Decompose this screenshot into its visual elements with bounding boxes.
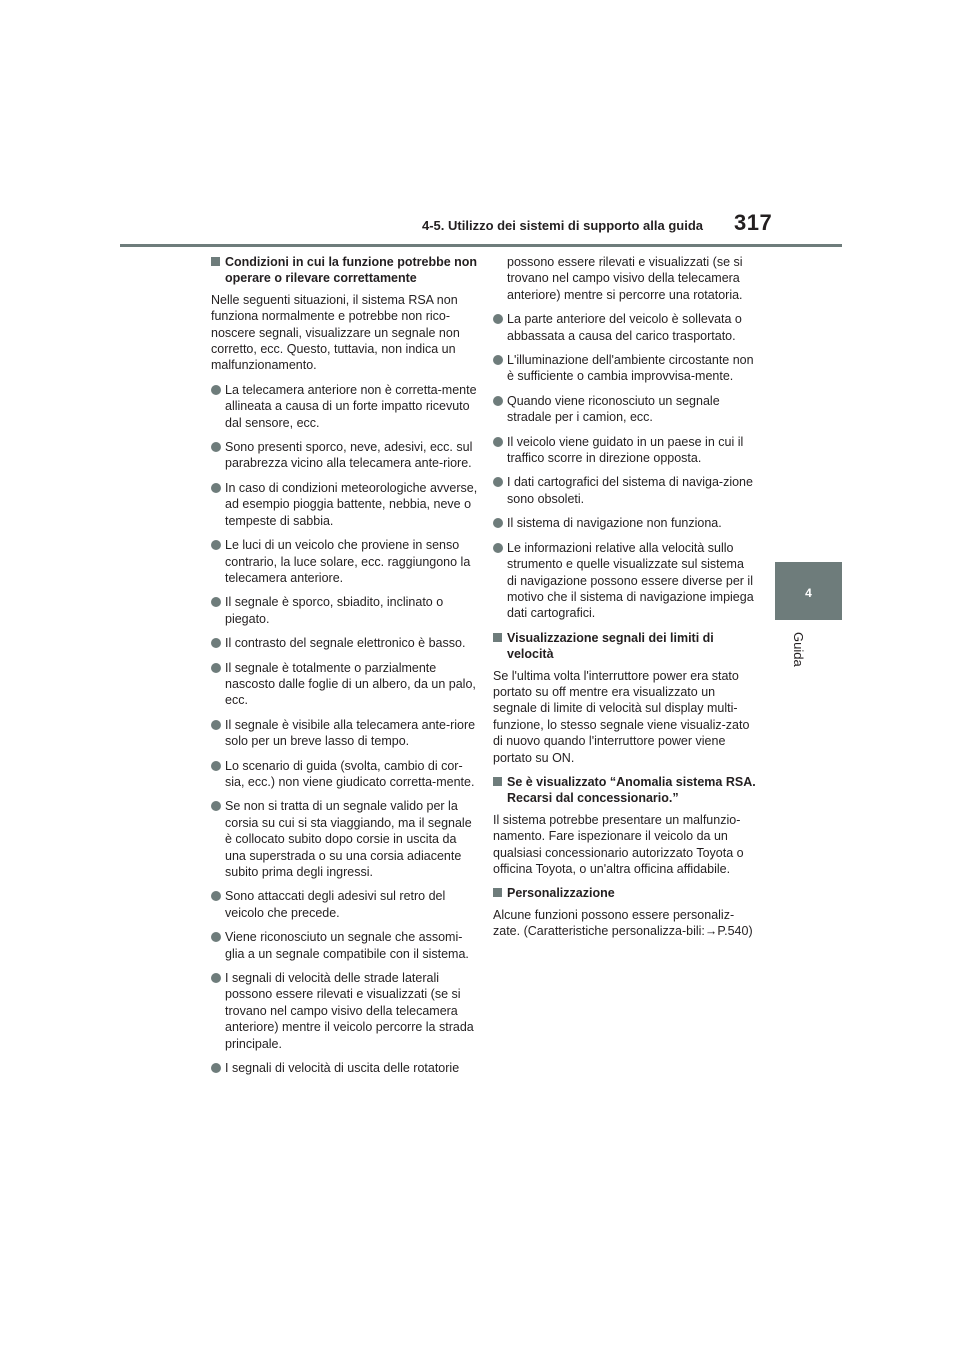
- list-item-text: Il segnale è totalmente o parzialmente nascosto dalle foglie di un albero, da un palo, ecc.: [225, 660, 476, 708]
- list-item-text: I dati cartografici del sistema di naviga-zione sono obsoleti.: [507, 475, 753, 506]
- list-item: [211, 480, 479, 529]
- section-paragraph[interactable]: Alcune funzioni possono essere personaliz-zate. (Caratteristiche personalizza-bili:→P.540): [493, 907, 753, 939]
- circle-bullet-icon: [493, 396, 503, 406]
- square-bullet-icon: [211, 257, 220, 266]
- circle-bullet-icon: [211, 638, 221, 648]
- heading-text: Visualizzazione segnali dei limiti di velocità: [507, 630, 714, 662]
- circle-bullet-icon: [211, 385, 221, 395]
- circle-bullet-icon: [211, 663, 221, 673]
- section-heading: [493, 885, 757, 901]
- list-item: [211, 970, 479, 1052]
- circle-bullet-icon: [493, 543, 503, 553]
- list-item: [211, 798, 479, 880]
- circle-bullet-icon: [211, 932, 221, 942]
- list-item: [493, 311, 757, 344]
- list-item-text: Viene riconosciuto un segnale che assomi-glia a un segnale compatibile con il sistema.: [225, 930, 469, 961]
- list-item-text: Lo scenario di guida (svolta, cambio di cor-sia, ecc.) non viene giudicato corretta-mente.: [225, 758, 475, 789]
- list-item-text: Le informazioni relative alla velocità sullo strumento e quelle visualizzate sul sistema di navigazione possono essere diverse per il motivo che il sistema di navigazione impiega dati cartografici.: [507, 540, 754, 621]
- circle-bullet-icon: [493, 518, 503, 528]
- list-item: [211, 1060, 479, 1076]
- circle-bullet-icon: [211, 1063, 221, 1073]
- section-heading: [493, 774, 757, 807]
- bullet-list: [211, 382, 479, 1077]
- circle-bullet-icon: [493, 355, 503, 365]
- page-number: 317: [734, 210, 773, 235]
- list-item: [211, 439, 479, 472]
- list-item-text: In caso di condizioni meteorologiche avverse, ad esempio pioggia battente, nebbia, neve o tempeste di sabbia.: [225, 480, 478, 528]
- list-item-text: Se non si tratta di un segnale valido per la corsia su cui si sta viaggiando, ma il segnale è collocato subito dopo corsie in uscita da una superstrada o su una corsia adiacente subito prima degli ingressi.: [225, 799, 472, 879]
- list-item: [211, 717, 479, 750]
- list-item-text: Sono presenti sporco, neve, adesivi, ecc. sul parabrezza vicino alla telecamera ante-riore.: [225, 440, 473, 471]
- continued-list-text: possono essere rilevati e visualizzati (se si trovano nel campo visivo della telecamera anteriore) mentre si percorre una rotatoria.: [507, 255, 743, 302]
- list-item-text: Quando viene riconosciuto un segnale stradale per i camion, ecc.: [507, 393, 720, 425]
- list-item: [211, 758, 479, 791]
- list-item-text: Il sistema di navigazione non funziona.: [507, 516, 722, 531]
- list-item: [211, 594, 479, 627]
- heading-text: Condizioni in cui la funzione potrebbe non operare o rilevare correttamente: [225, 255, 478, 286]
- list-item-text: Sono attaccati degli adesivi sul retro del veicolo che precede.: [225, 889, 446, 920]
- list-item: [493, 515, 757, 531]
- circle-bullet-icon: [211, 483, 221, 493]
- section-paragraph: Se l'ultima volta l'interruttore power era stato portato su off mentre era visualizzato un segnale di limite di velocità sul display multi-funzione, lo stesso segnale viene visualiz-zato di nuovo quando l'interruttore power viene portato su ON.: [493, 668, 750, 765]
- right-column: [493, 254, 757, 948]
- list-item: [211, 929, 479, 962]
- list-item: [493, 352, 757, 385]
- heading-text: Personalizzazione: [507, 886, 615, 901]
- list-item-text: Le luci di un veicolo che proviene in senso contrario, la luce solare, ecc. raggiungono la telecamera anteriore.: [225, 538, 471, 585]
- list-item-text: La parte anteriore del veicolo è sollevata o abbassata a causa del carico trasportato.: [507, 312, 742, 343]
- left-column: [211, 254, 479, 1084]
- circle-bullet-icon: [211, 801, 221, 811]
- section-title: 4-5. Utilizzo dei sistemi di supporto alla guida: [422, 218, 703, 233]
- chapter-tab-number: 4: [805, 586, 812, 600]
- list-item: [493, 393, 757, 426]
- circle-bullet-icon: [211, 720, 221, 730]
- section-heading: [211, 254, 479, 287]
- section-paragraph: Il sistema potrebbe presentare un malfunzio-namento. Fare ispezionare il veicolo da un qualsiasi concessionario autorizzato Toyota o officina Toyota, o un'altra officina affidabile.: [493, 812, 744, 876]
- circle-bullet-icon: [493, 477, 503, 487]
- list-item-text: L'illuminazione dell'ambiente circostante non è sufficiente o cambia improvvisa-mente.: [507, 353, 754, 384]
- heading-text: Se è visualizzato “Anomalia sistema RSA. Recarsi dal concessionario.”: [507, 774, 756, 806]
- list-item-text: I segnali di velocità di uscita delle rotatorie: [225, 1061, 460, 1076]
- list-item: [211, 660, 479, 709]
- circle-bullet-icon: [211, 597, 221, 607]
- list-item-text: Il segnale è visibile alla telecamera ante-riore solo per un breve lasso di tempo.: [225, 717, 476, 749]
- section-heading: [493, 630, 757, 663]
- list-item-text: Il contrasto del segnale elettronico è basso.: [225, 636, 466, 651]
- list-item: [211, 382, 479, 431]
- square-bullet-icon: [493, 777, 502, 786]
- circle-bullet-icon: [211, 973, 221, 983]
- square-bullet-icon: [493, 888, 502, 897]
- bullet-list: [493, 311, 757, 622]
- circle-bullet-icon: [211, 540, 221, 550]
- list-item: [493, 434, 757, 467]
- circle-bullet-icon: [493, 437, 503, 447]
- chapter-tab-label: Guida: [791, 632, 806, 667]
- circle-bullet-icon: [211, 891, 221, 901]
- circle-bullet-icon: [211, 442, 221, 452]
- intro-paragraph: Nelle seguenti situazioni, il sistema RSA non funziona normalmente e potrebbe non rico-noscere segnali, visualizzare un segnale non corretto, ecc. Questo, tuttavia, non indica un malfunzionamento.: [211, 292, 460, 373]
- square-bullet-icon: [493, 633, 502, 642]
- circle-bullet-icon: [493, 314, 503, 324]
- list-item-text: I segnali di velocità delle strade laterali possono essere rilevati e visualizzati (se si trovano nel campo visivo della telecamera anteriore) mentre il veicolo percorre la strada principale.: [225, 971, 474, 1051]
- list-item: [211, 888, 479, 921]
- list-item: [493, 474, 757, 507]
- list-item-text: Il segnale è sporco, sbiadito, inclinato o piegato.: [225, 595, 444, 626]
- list-item-text: La telecamera anteriore non è corretta-mente allineata a causa di un forte impatto ricevuto dal sensore, ecc.: [225, 382, 477, 430]
- chapter-tab[interactable]: [775, 562, 842, 620]
- header-rule: [120, 244, 842, 247]
- list-item: [493, 540, 757, 622]
- circle-bullet-icon: [211, 761, 221, 771]
- list-item: [211, 635, 479, 651]
- list-item: [211, 537, 479, 586]
- list-item-text: Il veicolo viene guidato in un paese in cui il traffico scorre in direzione opposta.: [507, 434, 744, 466]
